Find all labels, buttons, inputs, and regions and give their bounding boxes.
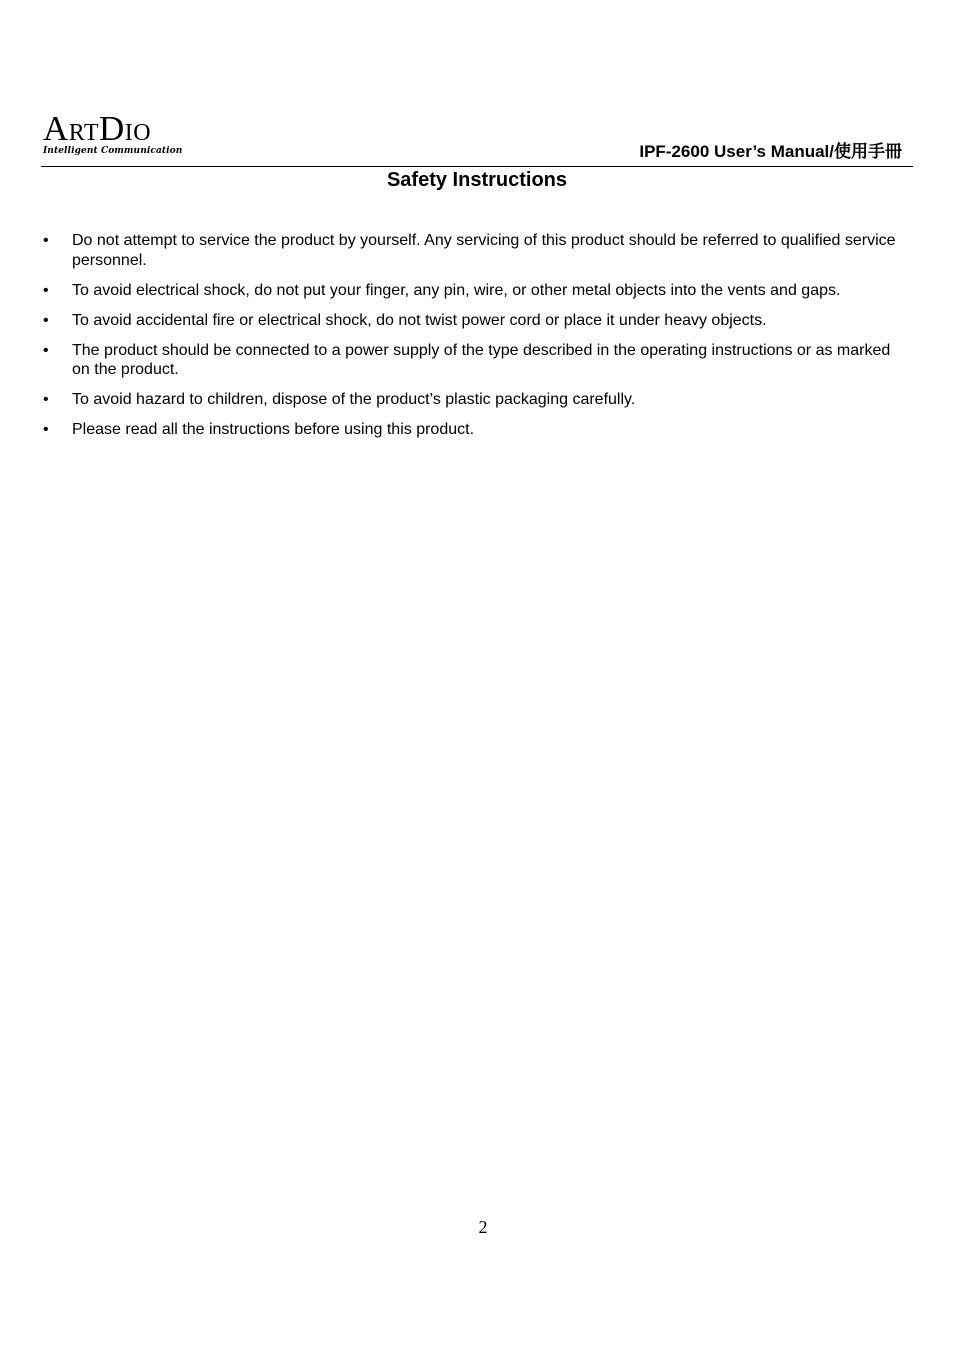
bullet-icon: • [43, 391, 49, 408]
bullet-icon: • [43, 232, 49, 249]
logo-letters-rt: RT [68, 120, 100, 146]
list-item [40, 390, 910, 410]
bullet-icon: • [43, 311, 49, 329]
bullet-icon: • [43, 281, 49, 299]
logo-letter-a: A [43, 109, 69, 148]
bullet-icon: • [43, 421, 49, 438]
list-item-text: To avoid accidental fire or electrical shock, do not twist power cord or place it under heavy objects. [72, 311, 767, 329]
list-item [40, 420, 910, 440]
bullet-icon: • [43, 341, 49, 359]
logo-letters-io: IO [124, 120, 152, 146]
safety-instructions-list [40, 231, 910, 450]
logo-tagline: Intelligent Communication [43, 146, 183, 156]
page-title: Safety Instructions [386, 169, 568, 191]
logo-letter-d: D [99, 109, 125, 148]
list-item-text: To avoid hazard to children, dispose of the product’s plastic packaging carefully. [72, 391, 636, 408]
list-item-text: Do not attempt to service the product by yourself. Any servicing of this product should be referred to qualified service personnel. [72, 232, 896, 269]
list-item [40, 341, 910, 380]
list-item-text: The product should be connected to a power supply of the type described in the operating instructions or as marked on the product. [72, 341, 891, 378]
artdio-logo [43, 109, 183, 159]
list-item-text: To avoid electrical shock, do not put your finger, any pin, wire, or other metal objects into the vents and gaps. [72, 281, 841, 299]
page-number: 2 [478, 1217, 488, 1237]
list-item [40, 231, 910, 270]
manual-header-title: IPF-2600 User’s Manual/使用手冊 [639, 142, 902, 161]
header-divider [41, 166, 913, 167]
list-item [40, 281, 910, 301]
list-item-text: Please read all the instructions before using this product. [72, 421, 475, 438]
list-item [40, 311, 910, 331]
logo-wordmark [43, 111, 151, 151]
